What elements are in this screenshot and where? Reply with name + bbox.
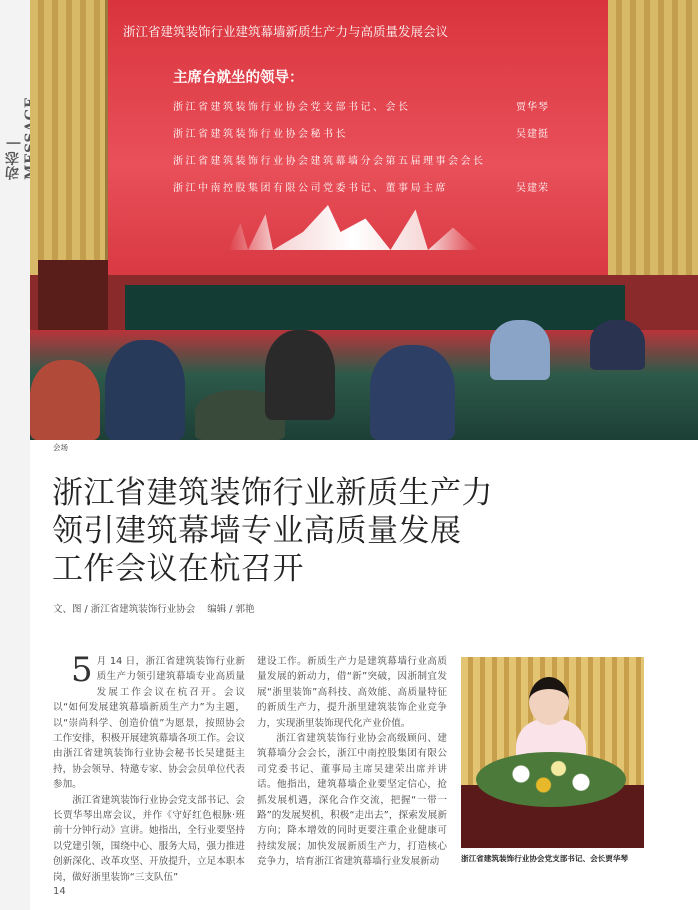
flower-arrangement <box>476 752 626 807</box>
byline <box>53 601 267 615</box>
banner-row <box>173 179 573 194</box>
meeting-photo <box>30 0 698 440</box>
skyline-graphic <box>228 205 478 250</box>
podium <box>38 260 108 340</box>
paragraph-text: 月 14 日，浙江省建筑装饰行业新质生产力领引建筑幕墙专业高质量发展工作会议在杭召开。会议以“如何发展建筑幕墙新质生产力”为主题，以“崇尚科学、创造价值”为愿景，按照协会工作安排，积极开展建筑幕墙各项工作。会议由浙江省建筑装饰行业协会秘书长吴建挺主持，协会领导、特邀专家、协会会员单位代表参加。 <box>53 656 245 791</box>
speaker-head <box>529 677 569 725</box>
title-line: 领引建筑幕墙专业高质量发展 <box>52 513 462 549</box>
byline-editor: 编辑 / 郭艳 <box>207 604 255 615</box>
banner-row <box>173 125 573 140</box>
section-label: 动态 | <box>5 140 21 180</box>
audience-person <box>105 340 185 440</box>
paragraph: 浙江省建筑装饰行业协会党支部书记、会长贾华琴出席会议，并作《守好红色根脉·班前十分钟行动》宣讲。她指出，全行业要坚持以党建引领，围绕中心、服务大局，强力推进创新深化、改革攻坚、开放提升，立足本职本岗，做好浙里装饰“三支队伍” <box>53 794 245 883</box>
speaker-photo-caption: 浙江省建筑装饰行业协会党支部书记、会长贾华琴 <box>461 854 629 863</box>
paragraph: 浙江省建筑装饰行业协会高级顾问、建筑幕墙分会会长，浙江中南控股集团有限公司党委书记、董事局主席吴建荣出席并讲话。他指出，建筑幕墙企业要坚定信心，抢抓发展机遇，深化合作交流，把握“一带一路”的发展契机，积极“走出去”，探索发展新方向；降本增效的同时更要注重企业健康可持续发展；加快发展新质生产力，打造核心竞争力，培育浙江省建筑幕墙行业发展新动 <box>257 733 447 868</box>
speaker-photo <box>461 657 644 848</box>
banner-role: 浙江中南控股集团有限公司党委书记、董事局主席 <box>173 183 448 194</box>
audience-person <box>490 320 550 380</box>
banner-role: 浙江省建筑装饰行业协会秘书长 <box>173 129 348 140</box>
banner-heading: 主席台就坐的领导： <box>173 69 304 86</box>
title-line: 工作会议在杭召开 <box>52 551 304 587</box>
stage-banner <box>105 0 608 275</box>
article-title <box>52 474 493 588</box>
audience-person <box>265 330 335 420</box>
banner-role: 浙江省建筑装饰行业协会党支部书记、会长 <box>173 102 411 113</box>
banner-name: 吴建挺 <box>516 129 549 140</box>
audience-person <box>370 345 455 440</box>
banner-name: 吴建荣 <box>516 183 549 194</box>
body-column-2 <box>257 654 447 870</box>
body-column-1 <box>53 650 245 885</box>
audience-person <box>30 360 100 440</box>
banner-title: 浙江省建筑装饰行业建筑幕墙新质生产力与高质量发展会议 <box>123 24 449 39</box>
audience-person <box>590 320 645 370</box>
title-line: 浙江省建筑装饰行业新质生产力 <box>52 475 493 511</box>
head-table <box>125 285 625 330</box>
banner-role: 浙江省建筑装饰行业协会建筑幕墙分会第五届理事会会长 <box>173 156 486 167</box>
banner-row <box>173 98 573 113</box>
banner-name: 贾华琴 <box>516 102 549 113</box>
paragraph: 建设工作。新质生产力是建筑幕墙行业高质量发展的新动力，借“新”突破，因浙制宜发展“浙里装饰”高科技、高效能、高质量特征的新质生产力，提升浙里建筑装饰企业竞争力，实现浙里装饰现代化产业价值。 <box>257 656 447 729</box>
byline-author: 文、图 / 浙江省建筑装饰行业协会 <box>53 604 196 615</box>
paragraph <box>53 650 245 793</box>
drop-cap: 5 <box>71 650 93 690</box>
page-number: 14 <box>53 886 66 897</box>
photo-caption: 会场 <box>53 443 68 452</box>
banner-row <box>173 152 573 167</box>
